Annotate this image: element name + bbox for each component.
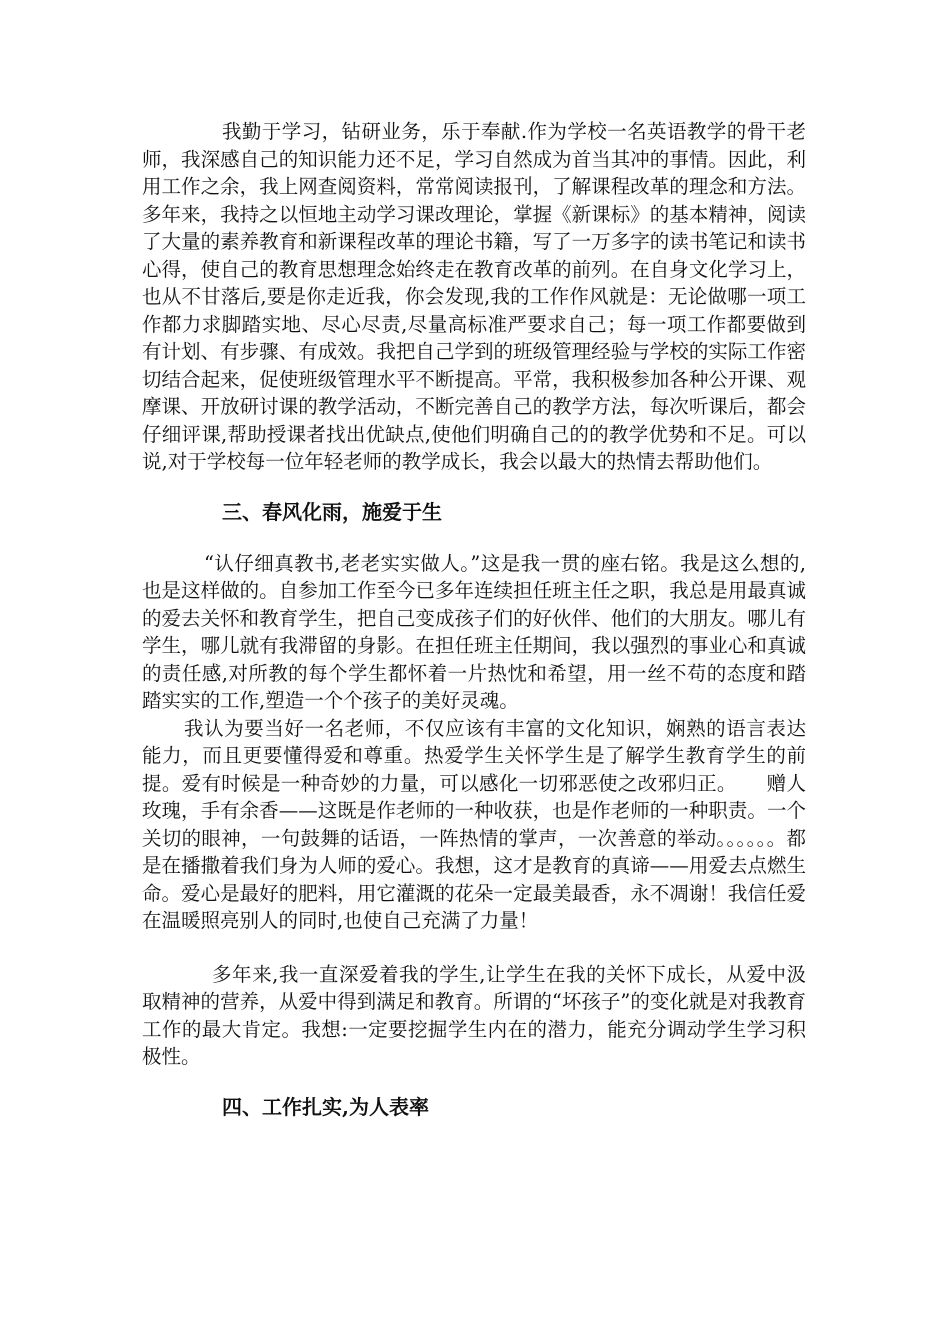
- document-body: [142, 118, 806, 1121]
- paragraph-growth: 多年来,我一直深爱着我的学生,让学生在我的关怀下成长，从爱中汲取精神的营养，从爱中得到满足和教育。所谓的“坏孩子”的变化就是对我教育工作的最大肯定。我想:一定要挖掘学生内在的潜力，能充分调动学生学习积极性。: [142, 962, 806, 1068]
- section-heading-3: 三、春风化雨，施爱于生: [222, 499, 442, 524]
- paragraph-gap: [142, 935, 806, 961]
- paragraph-love: 我认为要当好一名老师，不仅应该有丰富的文化知识，娴熟的语言表达能力，而且更要懂得爱和尊重。热爱学生关怀学生是了解学生教育学生的前提。爱有时候是一种奇妙的力量，可以感化一切邪恶使之改邪归正。 赠人玫瑰，手有余香——这既是作老师的一种收获，也是作老师的一种职责。一个关切的眼神，一句鼓舞的话语，一阵热情的掌声，一次善意的举动。。。。。。都是在播撒着我们身为人师的爱心。我想，这才是教育的真谛——用爱去点燃生命。爱心是最好的肥料，用它灌溉的花朵一定最美最香，永不凋谢！我信任爱在温暖照亮别人的同时,也使自己充满了力量！: [142, 716, 806, 932]
- paragraph-study: 我勤于学习，钻研业务，乐于奉献.作为学校一名英语教学的骨干老师，我深感自己的知识能力还不足，学习自然成为首当其冲的事情。因此，利用工作之余，我上网查阅资料，常常阅读报刊，了解课程改革的理念和方法。多年来，我持之以恒地主动学习课改理论，掌握《新课标》的基本精神，阅读了大量的素养教育和新课程改革的理论书籍，写了一万多字的读书笔记和读书心得，使自己的教育思想理念始终走在教育改革的前列。在自身文化学习上，也从不甘落后,要是你走近我，你会发现,我的工作作风就是：无论做哪一项工作都力求脚踏实地、尽心尽责,尽量高标准严要求自己；每一项工作都要做到有计划、有步骤、有成效。我把自己学到的班级管理经验与学校的实际工作密切结合起来，促使班级管理水平不断提高。平常，我积极参加各种公开课、观摩课、开放研讨课的教学活动，不断完善自己的教学方法，每次听课后，都会仔细评课,帮助授课者找出优缺点,使他们明确自己的的教学优势和不足。可以说,对于学校每一位年轻老师的教学成长，我会以最大的热情去帮助他们。: [142, 120, 806, 473]
- section-heading-4: 四、工作扎实,为人表率: [222, 1094, 429, 1119]
- paragraph-motto: “认仔细真教书,老老实实做人。”这是我一贯的座右铭。我是这么想的,也是这样做的。自参加工作至今已多年连续担任班主任之职，我总是用最真诚的爱去关怀和教育学生，把自己变成孩子们的好伙伴、他们的大朋友。哪儿有学生，哪儿就有我滞留的身影。在担任班主任期间，我以强烈的事业心和真诚的责任感,对所教的每个学生都怀着一片热忱和希望，用一丝不苟的态度和踏踏实实的工作,塑造一个个孩子的美好灵魂。: [142, 551, 806, 712]
